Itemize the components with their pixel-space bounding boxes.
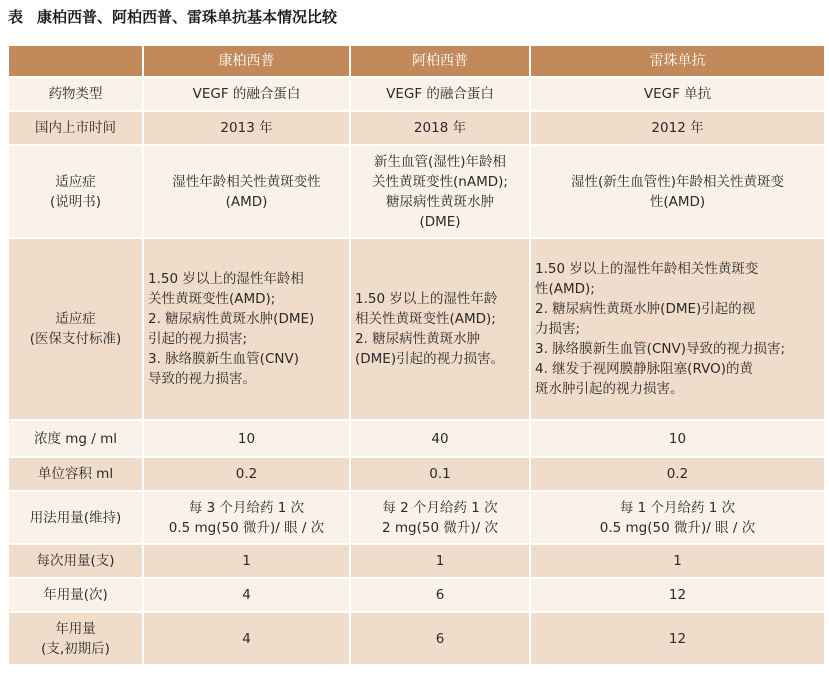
table-cell: 0.2 xyxy=(143,457,350,491)
table-cell: 1.50 岁以上的湿性年龄 相关性黄斑变性(AMD); 2. 糖尿病性黄斑水肿 (DME)引起的视力损害。 xyxy=(350,238,530,420)
row-label: 每次用量(支) xyxy=(8,544,143,578)
row-label: 单位容积 ml xyxy=(8,457,143,491)
header-row xyxy=(8,45,825,77)
table-row-unit-volume xyxy=(8,457,825,491)
table-cell: 6 xyxy=(350,578,530,612)
table-row-dosage xyxy=(8,491,825,544)
table-cell: 每 2 个月给药 1 次 2 mg(50 微升)/ 次 xyxy=(350,491,530,544)
table-title xyxy=(8,6,337,30)
table-cell: 每 3 个月给药 1 次 0.5 mg(50 微升)/ 眼 / 次 xyxy=(143,491,350,544)
table-row-annual-units xyxy=(8,612,825,665)
table-cell: 1 xyxy=(350,544,530,578)
table-row-indications-insurance xyxy=(8,238,825,420)
table-row-concentration xyxy=(8,420,825,457)
table-cell: 4 xyxy=(143,578,350,612)
table-cell: VEGF 的融合蛋白 xyxy=(350,77,530,111)
header-cell-conbercept: 康柏西普 xyxy=(143,45,350,77)
table-row-annual-times xyxy=(8,578,825,612)
table-cell: 12 xyxy=(530,612,825,665)
table-cell: 2012 年 xyxy=(530,111,825,145)
table-row-launch-year xyxy=(8,111,825,145)
table-cell: 新生血管(湿性)年龄相 关性黄斑变性(nAMD); 糖尿病性黄斑水肿 (DME) xyxy=(350,145,530,238)
table-cell: 0.1 xyxy=(350,457,530,491)
table-cell: 12 xyxy=(530,578,825,612)
header-cell-ranibizumab: 雷珠单抗 xyxy=(530,45,825,77)
table-cell: 10 xyxy=(143,420,350,457)
table-cell: 1.50 岁以上的湿性年龄相关性黄斑变 性(AMD); 2. 糖尿病性黄斑水肿(DME)引起的视 力损害; 3. 脉络膜新生血管(CNV)导致的视力损害; 4. 继发于视网膜静脉阻塞(RVO)的黄 斑水肿引起的视力损害。 xyxy=(530,238,825,420)
header-cell-blank xyxy=(8,45,143,77)
table-cell: 湿性年龄相关性黄斑变性 (AMD) xyxy=(143,145,350,238)
table-cell: 每 1 个月给药 1 次 0.5 mg(50 微升)/ 眼 / 次 xyxy=(530,491,825,544)
row-label: 药物类型 xyxy=(8,77,143,111)
table-row-per-dose xyxy=(8,544,825,578)
row-label: 用法用量(维持) xyxy=(8,491,143,544)
row-label: 适应症 (说明书) xyxy=(8,145,143,238)
row-label: 适应症 (医保支付标准) xyxy=(8,238,143,420)
table-title-text: 康柏西普、阿柏西普、雷珠单抗基本情况比较 xyxy=(37,8,338,26)
table-cell: 0.2 xyxy=(530,457,825,491)
table-cell: 2013 年 xyxy=(143,111,350,145)
table-cell: 10 xyxy=(530,420,825,457)
table-cell: 1 xyxy=(143,544,350,578)
table-cell: 1 xyxy=(530,544,825,578)
header-cell-aflibercept: 阿柏西普 xyxy=(350,45,530,77)
table-row-indications-label xyxy=(8,145,825,238)
row-label: 年用量(次) xyxy=(8,578,143,612)
table-row-drug-type xyxy=(8,77,825,111)
table-cell: 湿性(新生血管性)年龄相关性黄斑变 性(AMD) xyxy=(530,145,825,238)
row-label: 年用量 (支,初期后) xyxy=(8,612,143,665)
table-cell: 1.50 岁以上的湿性年龄相 关性黄斑变性(AMD); 2. 糖尿病性黄斑水肿(DME) 引起的视力损害; 3. 脉络膜新生血管(CNV) 导致的视力损害。 xyxy=(143,238,350,420)
row-label: 国内上市时间 xyxy=(8,111,143,145)
table-cell: 4 xyxy=(143,612,350,665)
table-cell: 2018 年 xyxy=(350,111,530,145)
table-cell: VEGF 单抗 xyxy=(530,77,825,111)
table-cell: 40 xyxy=(350,420,530,457)
table-cell: 6 xyxy=(350,612,530,665)
comparison-table xyxy=(7,44,826,666)
table-cell: VEGF 的融合蛋白 xyxy=(143,77,350,111)
table-title-label: 表 xyxy=(8,8,24,26)
row-label: 浓度 mg / ml xyxy=(8,420,143,457)
